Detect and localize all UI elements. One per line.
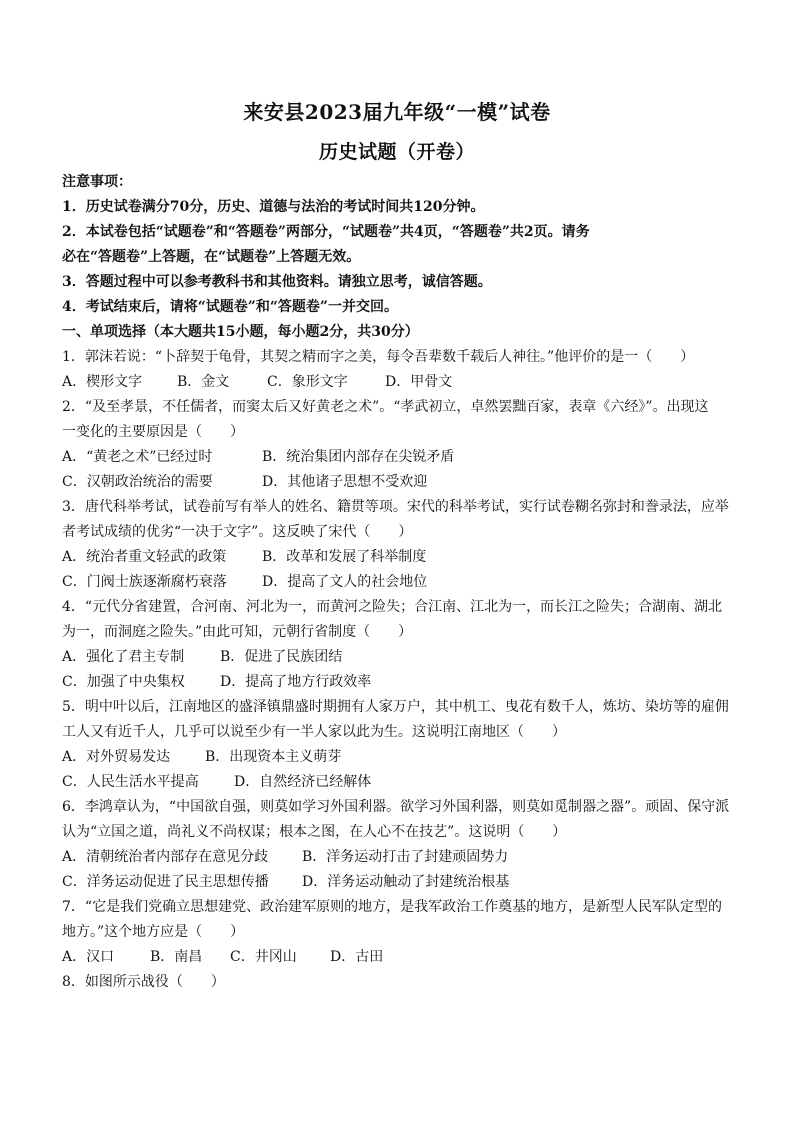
question-stem-line: 者考试成绩的优劣“一决于文字”。这反映了宋代（ ） (62, 524, 413, 540)
answer-option: D．甲骨文 (385, 374, 453, 390)
notice-item: 3．答题过程中可以参考教科书和其他资料。请独立思考，诚信答题。 (62, 274, 492, 290)
answer-option: B．金文 (177, 374, 230, 390)
answer-option: C．门阀士族逐渐腐朽衰落 (62, 574, 227, 590)
page-subtitle: 历史试题（开卷） (318, 141, 475, 163)
options-row (62, 645, 734, 670)
question-stem-line: 为一，而洞庭之险失。”由此可知，元朝行省制度（ ） (62, 624, 413, 640)
answer-option: B．促进了民族团结 (220, 649, 343, 665)
question-6 (62, 795, 734, 895)
answer-option: A．楔形文字 (62, 374, 143, 390)
question-stem-line: 2．“及至孝景，不任儒者，而窦太后又好黄老之术”。“孝武初立，卓然罢黜百家，表章《六经》”。出现这 (62, 399, 709, 415)
options-row (62, 670, 734, 695)
notice-item: 2．本试卷包括“试题卷”和“答题卷”两部分，“试题卷”共4页，“答题卷”共2页。请务 (62, 224, 590, 240)
question-7 (62, 895, 734, 970)
answer-option: B．南昌 (150, 949, 203, 965)
question-stem-line: 8．如图所示战役（ ） (62, 974, 225, 990)
answer-option: A．“黄老之术”已经过时 (62, 449, 213, 465)
answer-option: C．洋务运动促进了民主思想传播 (62, 874, 269, 890)
options-row (62, 470, 734, 495)
answer-option: C．井冈山 (230, 949, 297, 965)
answer-option: D．自然经济已经解体 (234, 774, 372, 790)
notice-item: 1．历史试卷满分70分，历史、道德与法治的考试时间共120分钟。 (62, 199, 485, 215)
answer-option: B．改革和发展了科举制度 (262, 549, 427, 565)
question-stem-line: 4．“元代分省建置，合河南、河北为一，而黄河之险失；合江南、江北为一，而长江之险失；合湖南、湖北 (62, 599, 723, 615)
answer-option: C．人民生活水平提高 (62, 774, 199, 790)
answer-option: C．汉朝政治统治的需要 (62, 474, 213, 490)
options-row (62, 945, 734, 970)
answer-option: A．强化了君主专制 (62, 649, 185, 665)
options-row (62, 745, 734, 770)
question-1 (62, 345, 734, 395)
question-4 (62, 595, 734, 695)
options-row (62, 845, 734, 870)
answer-option: A．汉口 (62, 949, 115, 965)
question-stem-line: 6．李鸿章认为，“中国欲自强，则莫如学习外国利器。欲学习外国利器，则莫如觅制器之器”。顽固、保守派 (62, 799, 730, 815)
question-2 (62, 395, 734, 495)
notice-item: 4．考试结束后，请将“试题卷”和“答题卷”一并交回。 (62, 299, 398, 315)
answer-option: D．提高了地方行政效率 (220, 674, 372, 690)
question-8 (62, 970, 734, 995)
answer-option: A．统治者重文轻武的政策 (62, 549, 227, 565)
question-stem-line: 工人又有近千人，几乎可以说至少有一半人家以此为生。这说明江南地区（ ） (62, 724, 566, 740)
question-list (62, 345, 734, 995)
question-stem-line: 3．唐代科举考试，试卷前写有举人的姓名、籍贯等项。宋代的科举考试，实行试卷糊名弥封和誊录法，应举 (62, 499, 729, 515)
answer-option: D．古田 (330, 949, 384, 965)
options-row (62, 570, 734, 595)
options-row (62, 545, 734, 570)
answer-option: C．加强了中央集权 (62, 674, 185, 690)
question-stem-line: 地方。”这个地方应是（ ） (62, 924, 245, 940)
question-stem-line: 7．“它是我们党确立思想建党、政治建军原则的地方，是我军政治工作奠基的地方，是新型人民军队定型的 (62, 899, 723, 915)
answer-option: D．洋务运动触动了封建统治根基 (302, 874, 510, 890)
answer-option: B．洋务运动打击了封建顽固势力 (302, 849, 509, 865)
notice-heading: 注意事项： (62, 174, 132, 190)
options-row (62, 770, 734, 795)
notice-item: 必在“答题卷”上答题，在“试题卷”上答题无效。 (62, 249, 361, 265)
options-row (62, 870, 734, 895)
page-title: 来安县2023届九年级“一模”试卷 (243, 100, 551, 124)
exam-body (62, 170, 734, 995)
answer-option: D．提高了文人的社会地位 (262, 574, 428, 590)
answer-option: D．其他诸子思想不受欢迎 (262, 474, 428, 490)
options-row (62, 370, 734, 395)
answer-option: A．清朝统治者内部存在意见分歧 (62, 849, 269, 865)
answer-option: B．出现资本主义萌芽 (205, 749, 342, 765)
answer-option: C．象形文字 (267, 374, 348, 390)
question-stem-line: 1．郭沫若说：“卜辞契于龟骨，其契之精而字之美，每令吾辈数千载后人神往。”他评价的是一（ ） (62, 349, 695, 365)
answer-option: A．对外贸易发达 (62, 749, 171, 765)
options-row (62, 445, 734, 470)
question-stem-line: 认为“立国之道，尚礼义不尚权谋；根本之图，在人心不在技艺”。这说明（ ） (62, 824, 567, 840)
section-heading: 一、单项选择（本大题共15小题，每小题2分，共30分） (62, 324, 419, 340)
answer-option: B．统治集团内部存在尖锐矛盾 (262, 449, 455, 465)
question-stem-line: 5．明中叶以后，江南地区的盛泽镇鼎盛时期拥有人家万户，其中机工、曳花有数千人，炼坊、染坊等的雇佣 (62, 699, 729, 715)
question-3 (62, 495, 734, 595)
question-5 (62, 695, 734, 795)
question-stem-line: 一变化的主要原因是（ ） (62, 424, 244, 440)
